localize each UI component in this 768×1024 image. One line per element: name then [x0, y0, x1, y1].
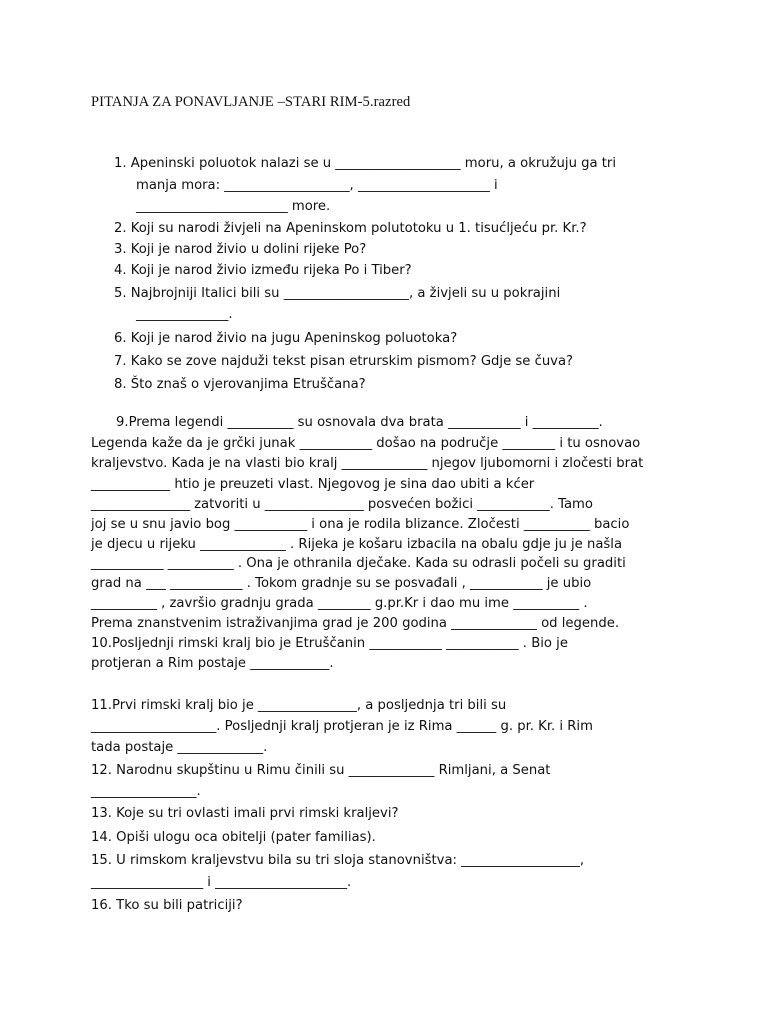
question-5-line-1: 5. Najbrojniji Italici bili su ___________________, a živjeli su u pokrajini [114, 286, 561, 301]
question-4: 4. Koji je narod živio između rijeka Po i Tiber? [114, 263, 412, 278]
question-9-line-5: _______________ zatvoriti u _______________ posvećen božici ___________. Tamo [91, 497, 593, 512]
question-5-line-2: ______________. [136, 307, 233, 322]
question-9-line-7: je djecu u rijeku _____________ . Rijeka je košaru izbacila na obalu gdje ju je našla [91, 537, 623, 552]
page-title: PITANJA ZA PONAVLJANJE –STARI RIM-5.razred [91, 94, 411, 110]
question-6: 6. Koji je narod živio na jugu Apeninskog poluotoka? [114, 331, 458, 346]
question-11-line-2: ___________________. Posljednji kralj protjeran je iz Rima ______ g. pr. Kr. i Rim [91, 719, 593, 734]
question-9-line-10: __________ , završio gradnju grada ________ g.pr.Kr i dao mu ime __________ . [91, 596, 588, 611]
question-9-line-2: Legenda kaže da je grčki junak ___________ došao na područje ________ i tu osnovao [91, 436, 641, 451]
question-9-line-4: ____________ htio je preuzeti vlast. Njegovog je sina dao ubiti a kćer [91, 477, 535, 492]
question-9-line-11: Prema znanstvenim istraživanjima grad je 200 godina _____________ od legende. [91, 616, 620, 631]
question-9-line-9: grad na ___ ___________ . Tokom gradnje su se posvađali , ___________ je ubio [91, 576, 592, 591]
question-11-line-3: tada postaje _____________. [91, 740, 268, 755]
question-9-line-6: joj se u snu javio bog ___________ i ona je rodila blizance. Zločesti __________ bacio [91, 517, 630, 532]
question-11-line-1: 11.Prvi rimski kralj bio je _______________, a posljednja tri bili su [91, 698, 507, 713]
question-9-line-1: 9.Prema legendi __________ su osnovala dva brata ___________ i __________. [116, 415, 603, 430]
question-1-line-3: _______________________ more. [136, 199, 331, 214]
question-15-line-2: _________________ i ____________________. [91, 875, 352, 890]
question-1-line-1: 1. Apeninski poluotok nalazi se u ___________________ moru, a okružuju ga tri [114, 156, 617, 171]
question-10-line-2: protjeran a Rim postaje ____________. [91, 656, 334, 671]
question-12-line-2: ________________. [91, 784, 201, 799]
question-12-line-1: 12. Narodnu skupštinu u Rimu činili su _____________ Rimljani, a Senat [91, 763, 551, 778]
question-8: 8. Što znaš o vjerovanjima Etruščana? [114, 377, 366, 392]
question-15-line-1: 15. U rimskom kraljevstvu bila su tri sloja stanovništva: __________________, [91, 853, 585, 868]
question-2: 2. Koji su narodi živjeli na Apeninskom polutotoku u 1. tisućljeću pr. Kr.? [114, 221, 587, 236]
question-1-line-2: manja mora: ___________________, ____________________ i [136, 178, 498, 193]
question-14: 14. Opiši ulogu oca obitelji (pater familias). [91, 830, 376, 845]
question-13: 13. Koje su tri ovlasti imali prvi rimski kraljevi? [91, 806, 399, 821]
question-9-line-8: ___________ __________ . Ona je othranila dječake. Kada su odrasli počeli su graditi [91, 556, 626, 571]
question-3: 3. Koji je narod živio u dolini rijeke Po? [114, 242, 367, 257]
question-7: 7. Kako se zove najduži tekst pisan etrurskim pismom? Gdje se čuva? [114, 354, 574, 369]
question-16: 16. Tko su bili patriciji? [91, 898, 243, 913]
question-9-line-3: kraljevstvo. Kada je na vlasti bio kralj _____________ njegov ljubomorni i zločesti brat [91, 456, 644, 471]
question-10-line-1: 10.Posljednji rimski kralj bio je Etruščanin ___________ ___________ . Bio je [91, 636, 568, 651]
